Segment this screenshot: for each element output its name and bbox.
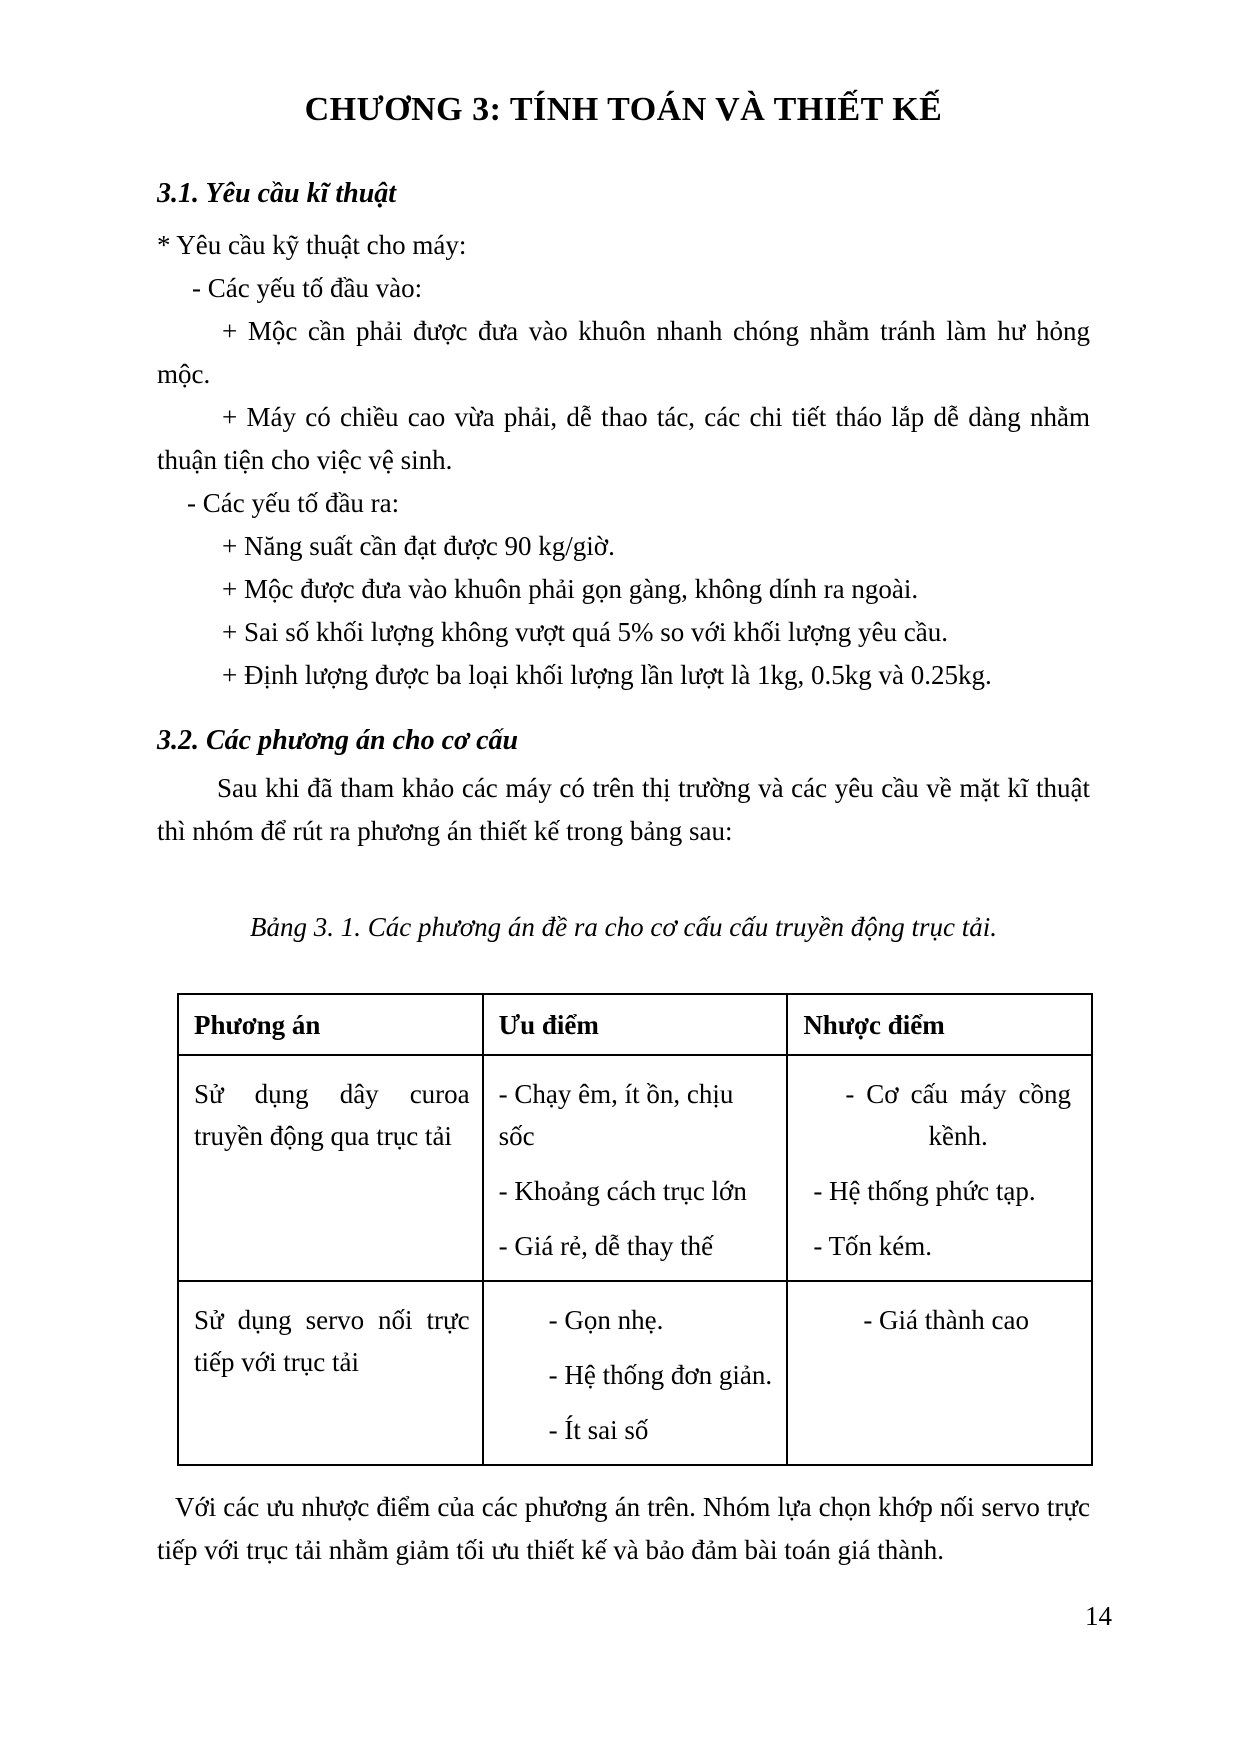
con-item: - Tốn kém. xyxy=(813,1231,933,1261)
requirements-intro: * Yêu cầu kỹ thuật cho máy: xyxy=(157,230,467,260)
table-caption: Bảng 3. 1. Các phương án đề ra cho cơ cấu cấu truyền động trục tải. xyxy=(250,912,997,942)
method-cell xyxy=(178,1281,483,1465)
pro-item: - Ít sai số xyxy=(548,1415,649,1445)
method-cell xyxy=(178,1055,483,1281)
outputs-label: - Các yếu tố đầu ra: xyxy=(187,488,400,518)
output-item: + Mộc được đưa vào khuôn phải gọn gàng, không dính ra ngoài. xyxy=(222,574,919,604)
output-item: + Định lượng được ba loại khối lượng lần lượt là 1kg, 0.5kg và 0.25kg. xyxy=(222,660,992,690)
method-text: Sử dụng dây curoa truyền động qua trục tải xyxy=(194,1079,470,1151)
pro-item: - Chạy êm, ít ồn, chịu sốc xyxy=(498,1079,734,1151)
con-item: - Hệ thống phức tạp. xyxy=(813,1176,1036,1206)
section-3-2-paragraph: Sau khi đã tham khảo các máy có trên thị trường và các yêu cầu về mặt kĩ thuật thì nhóm để rút ra phương án thiết kế trong bảng sau: xyxy=(157,773,1090,846)
input-item: + Máy có chiều cao vừa phải, dễ thao tác, các chi tiết tháo lắp dễ dàng nhằm thuận tiện cho việc vệ sinh. xyxy=(157,402,1090,475)
column-header-method: Phương án xyxy=(178,994,483,1055)
table-row xyxy=(178,1055,1092,1281)
cons-cell xyxy=(787,1055,1092,1281)
pros-cell xyxy=(483,1281,788,1465)
pro-item: - Giá rẻ, dễ thay thế xyxy=(498,1231,714,1261)
inputs-label: - Các yếu tố đầu vào: xyxy=(192,273,423,303)
output-item: + Năng suất cần đạt được 90 kg/giờ. xyxy=(222,531,615,561)
conclusion-paragraph: Với các ưu nhược điểm của các phương án trên. Nhóm lựa chọn khớp nối servo trực tiếp với trục tải nhằm giảm tối ưu thiết kế và bảo đảm bài toán giá thành. xyxy=(157,1492,1090,1565)
chapter-title: CHƯƠNG 3: TÍNH TOÁN VÀ THIẾT KẾ xyxy=(304,91,943,128)
table-row xyxy=(178,1281,1092,1465)
con-item: - Giá thành cao xyxy=(863,1305,1029,1335)
options-comparison-table xyxy=(177,993,1093,1466)
pros-cell xyxy=(483,1055,788,1281)
page-number: 14 xyxy=(1085,1601,1112,1631)
con-item: - Cơ cấu máy cồng kềnh. xyxy=(845,1079,1071,1151)
output-item: + Sai số khối lượng không vượt quá 5% so với khối lượng yêu cầu. xyxy=(222,617,948,647)
input-item: + Mộc cần phải được đưa vào khuôn nhanh chóng nhằm tránh làm hư hỏng mộc. xyxy=(157,316,1090,389)
pro-item: - Gọn nhẹ. xyxy=(548,1305,664,1335)
section-heading-3-2: 3.2. Các phương án cho cơ cấu xyxy=(157,725,519,756)
method-text: Sử dụng servo nối trực tiếp với trục tải xyxy=(194,1305,470,1377)
pro-item: - Hệ thống đơn giản. xyxy=(548,1360,773,1390)
column-header-cons: Nhược điểm xyxy=(787,994,1092,1055)
column-header-pros: Ưu điểm xyxy=(483,994,788,1055)
pro-item: - Khoảng cách trục lớn xyxy=(498,1176,747,1206)
cons-cell xyxy=(787,1281,1092,1465)
section-heading-3-1: 3.1. Yêu cầu kĩ thuật xyxy=(157,178,397,209)
table-header-row xyxy=(178,994,1092,1055)
